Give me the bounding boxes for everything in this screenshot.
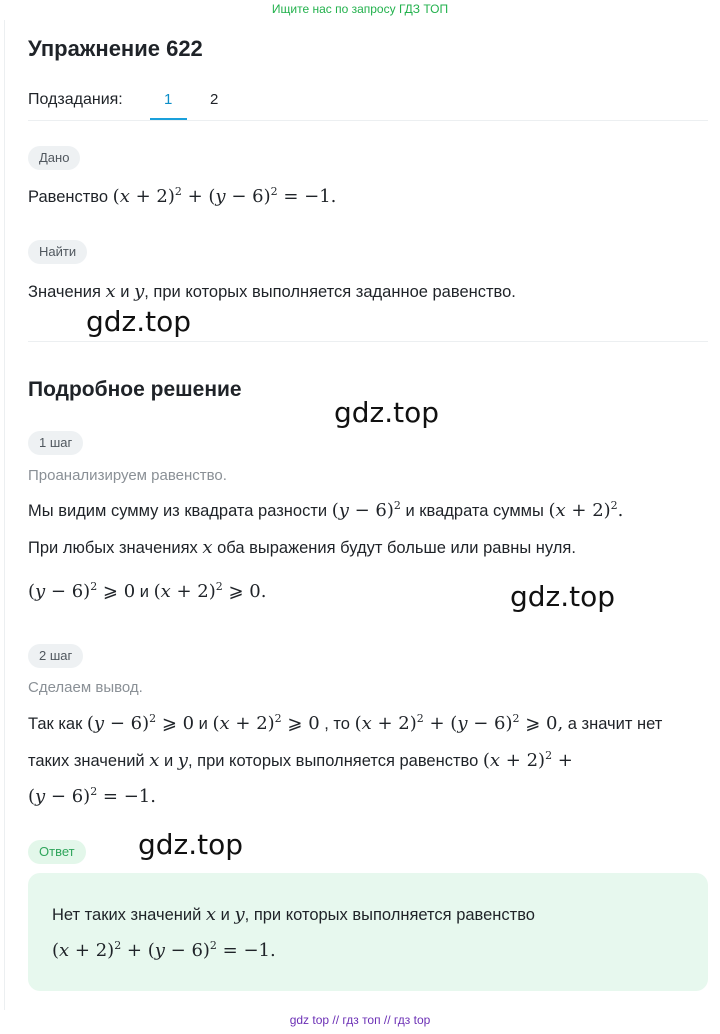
watermark: gdz.top xyxy=(86,305,192,338)
step-1-caption: Проанализируем равенство. xyxy=(28,467,227,484)
tabs-divider xyxy=(28,120,708,121)
section-divider xyxy=(28,341,708,342)
step-1-badge: 1 шаг xyxy=(28,431,83,455)
find-badge: Найти xyxy=(28,240,87,264)
answer-line-1: Нет таких значений x и y, при которых выполняется равенство xyxy=(52,904,535,925)
find-text: Значения x и y, при которых выполняется заданное равенство. xyxy=(28,281,516,302)
step-2-line-1: Так как $(y - 6)^2$ ⩾ 0 и $(x + 2)^2$ ⩾ 0 , то $(x + 2)^2 + (y - 6)^2$ ⩾ 0, а значит нет xyxy=(28,712,663,734)
footer-links[interactable]: gdz top // гдз топ // гдз top xyxy=(289,1013,431,1027)
step-1-line-3: $(y - 6)^2$ ⩾ 0 и $(x + 2)^2$ ⩾ 0. xyxy=(28,580,267,602)
given-label: Равенство xyxy=(28,188,109,206)
given-text xyxy=(28,185,336,207)
given-formula: $(x + 2)^2 + (y - 6)^2 = -1$. xyxy=(112,185,337,207)
page-title: Упражнение 622 xyxy=(28,36,203,61)
step-1-line-1: Мы видим сумму из квадрата разности $(y - 6)^2$ и квадрата суммы $(x + 2)^2$. xyxy=(28,499,624,521)
top-banner: Ищите нас по запросу ГДЗ ТОП xyxy=(271,2,449,16)
step-2-line-3: $(y - 6)^2 = -1$. xyxy=(28,785,156,807)
watermark: gdz.top xyxy=(334,396,440,429)
subtasks-label: Подзадания: xyxy=(28,91,123,108)
watermark: gdz.top xyxy=(138,828,244,861)
step-2-badge: 2 шаг xyxy=(28,644,83,668)
answer-line-2: $(x + 2)^2 + (y - 6)^2 = -1$. xyxy=(52,939,276,961)
watermark: gdz.top xyxy=(510,580,616,613)
step-2-line-2: таких значений x и y, при которых выполняется равенство $(x + 2)^2$ + xyxy=(28,749,573,771)
solution-title: Подробное решение xyxy=(28,378,242,401)
answer-box xyxy=(28,873,708,991)
answer-badge: Ответ xyxy=(28,840,86,864)
given-badge: Дано xyxy=(28,146,80,170)
tab-subtask-2[interactable]: 2 xyxy=(210,91,219,108)
step-2-caption: Сделаем вывод. xyxy=(28,679,143,696)
step-1-line-2: При любых значениях x оба выражения будут больше или равны нуля. xyxy=(28,537,576,558)
tab-subtask-1[interactable]: 1 xyxy=(164,91,173,108)
